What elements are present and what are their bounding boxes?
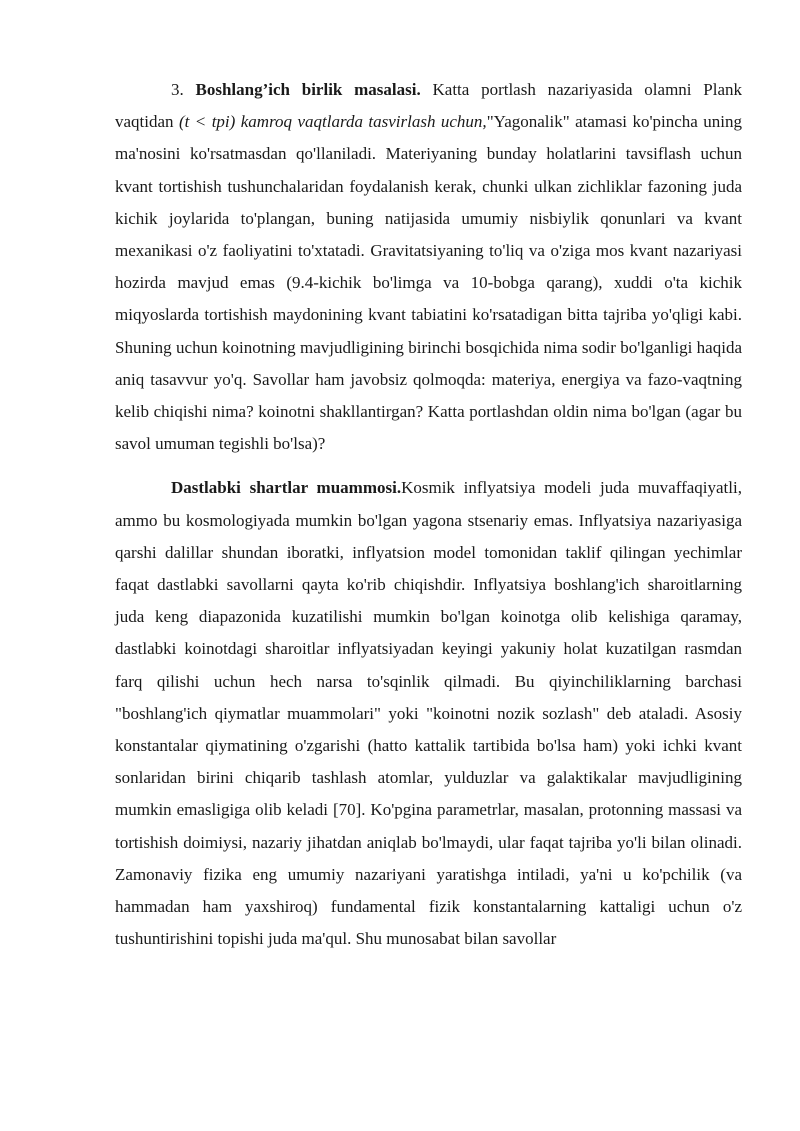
section-heading-initial-conditions: Dastlabki shartlar muammosi. <box>171 478 402 498</box>
paragraph-text: "Yagonalik" atamasi ko'pincha uning ma'nosini ko'rsatmasdan qo'llaniladi. Materiyaning bunday holatlarini tavsiflash uchun kvant tortishish tushunchalaridan foydalanish kerak, chunki ulkan zichliklar fazoning juda kichik joylarida to'plangan, buning natijasida umumiy nisbiylik qonunlari va kvant mexanikasi o'z faoliyatini to'xtatadi. Gravitatsiyaning to'liq va o'ziga mos kvant nazariyasi hozirda mavjud emas (9.4-kichik bo'limga va 10-bobga qarang), xuddi o'ta kichik miqyoslarda tortishish maydonining kvant tabiatini ko'rsatadigan bitta tajriba yo'qligi kabi. Shuning uchun koinotning mavjudligining birinchi bosqichida nima sodir bo'lganligi haqida aniq tasavvur yo'q. Savollar ham javobsiz qolmoqda: materiya, energiya va fazo-vaqtning kelib chiqishi nima? koinotni shakllantirgan? Katta portlashdan oldin nima bo'lgan (agar bu savol umuman tegishli bo'lsa)? <box>115 112 742 454</box>
paragraph-text: Kosmik inflyatsiya modeli juda muvaffaqiyatli, ammo bu kosmologiyada mumkin bo'lgan yagona stsenariy emas. Inflyatsiya nazariyasiga qarshi dalillar shundan iboratki, inflyatsion model tomonidan taklif qilingan yechimlar faqat dastlabki savollarni qayta ko'rib chiqishdir. Inflyatsiya boshlang'ich sharoitlarning juda keng diapazonida kuzatilishi mumkin bo'lgan koinotga olib kelishiga qaramay, dastlabki koinotdagi sharoitlar inflyatsiyadan keyingi yakuniy holat kuzatilgan rasmdan farq qilishi uchun hech narsa to'sqinlik qilmadi. Bu qiyinchiliklarning barchasi "boshlang'ich qiymatlar muammolari" yoki "koinotni nozik sozlash" deb ataladi. Asosiy konstantalar qiymatining o'zgarishi (hatto kattalik tartibida bo'lsa ham) yoki ichki kvant sonlaridan birini chiqarib tashlash atomlar, yulduzlar va galaktikalar mavjudligining mumkin emasligiga olib keladi [70]. Ko'pgina parametrlar, masalan, protonning massasi va tortishish doimiysi, nazariy jihatdan aniqlab bo'lmaydi, ular faqat tajriba yo'li bilan olinadi. Zamonaviy fizika eng umumiy nazariyani yaratishga intiladi, ya'ni u ko'pchilik (va hammadan ham yaxshiroq) fundamental fizik konstantalarning kattaligi uchun o'z tushuntirishini topishi juda ma'qul. Shu munosabat bilan savollar <box>115 478 742 949</box>
italic-phrase: (t < tpi) kamroq vaqtlarda tasvirlash uchun, <box>178 112 487 132</box>
paragraph-initial-singularity <box>115 74 742 460</box>
section-heading-singularity: Boshlang’ich birlik masalasi. <box>195 80 421 99</box>
paragraph-text: Katta portlash nazariyasida olamni Plank vaqtidan <box>115 80 743 132</box>
paragraph-initial-conditions <box>115 472 742 955</box>
section-number: 3. <box>171 80 196 99</box>
document-body <box>115 74 742 955</box>
